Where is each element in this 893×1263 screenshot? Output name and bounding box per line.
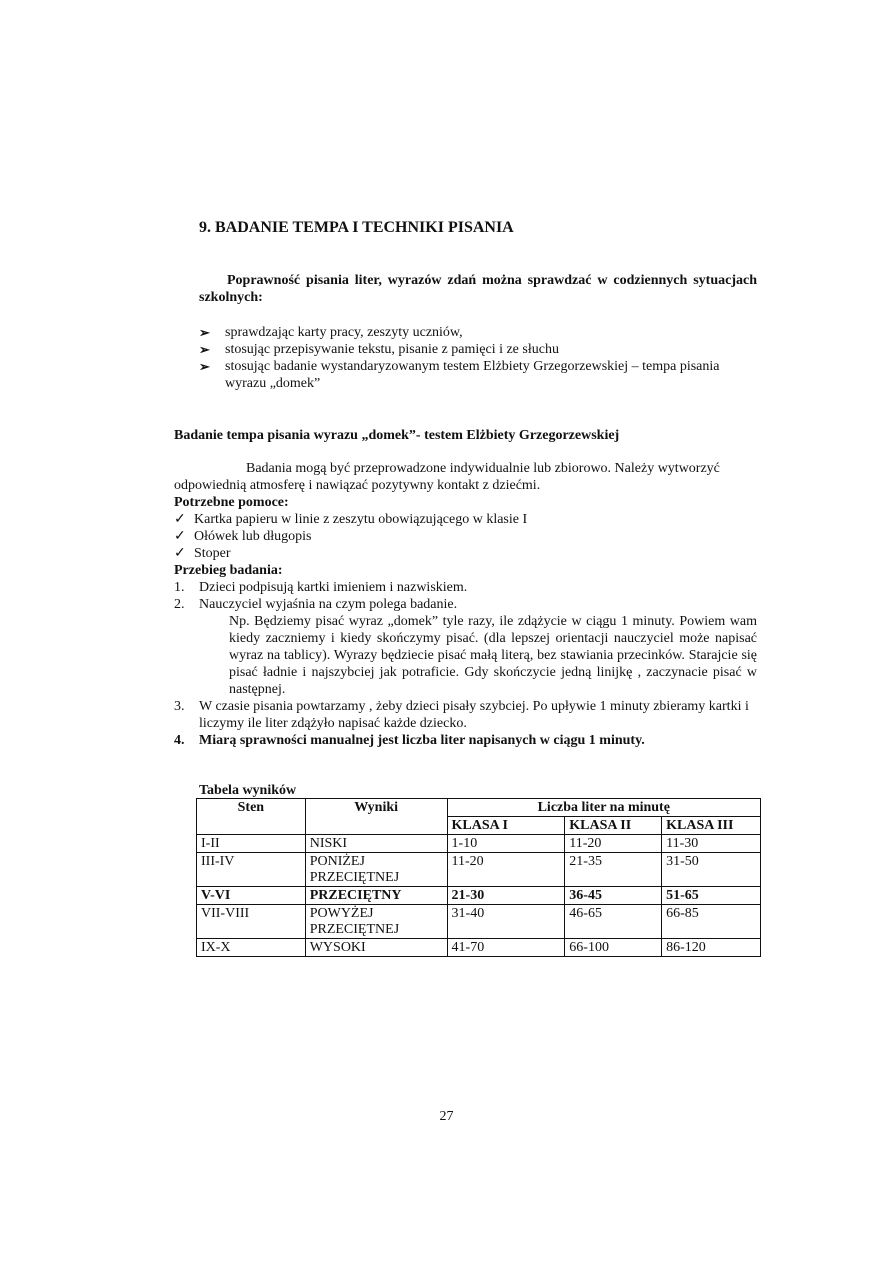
header-sten: Sten [197,799,306,835]
cell-klasa-3: 86-120 [662,939,761,957]
list-item-text: stosując badanie wystandaryzowanym testem Elżbiety Grzegorzewskiej – tempa pisania wyrazu „domek” [225,359,720,391]
step-item [174,732,757,749]
chapter-heading: 9. BADANIE TEMPA I TECHNIKI PISANIA [199,219,514,236]
header-wyniki: Wyniki [305,799,447,835]
page-number: 27 [439,1109,454,1124]
check-icon: ✓ [174,529,186,544]
list-item [174,528,757,545]
cell-sten: I-II [197,835,306,853]
aids-label: Potrzebne pomoce: [174,495,289,510]
header-klasa-1: KLASA I [447,817,565,835]
step-item [174,596,757,698]
list-item [174,511,757,528]
step-number: 2. [174,597,185,612]
cell-wynik: PRZECIĘTNY [305,887,447,905]
table-caption: Tabela wyników [199,783,297,798]
step-instruction-example: Np. Będziemy pisać wyraz „domek” tyle razy, ile zdążycie w ciągu 1 minuty. Powiem wam kiedy zaczniemy i kiedy skończymy pisać. (dla lepszej orientacji nauczyciel może napisać wyraz na tablicy). Wyrazy będziecie pisać małą literą, bez stawiania przecinków. Starajcie się pisać ładnie i najszybciej jak potraficie. Gdy skończycie jedną linijkę , zaczynacie pisać w następnej. [229,614,757,697]
header-klasa-3: KLASA III [662,817,761,835]
cell-wynik: PONIŻEJ PRZECIĘTNEJ [305,853,447,887]
cell-wynik: WYSOKI [305,939,447,957]
cell-klasa-1: 21-30 [447,887,565,905]
step-number: 4. [174,733,185,748]
cell-klasa-2: 21-35 [565,853,662,887]
list-item [174,545,757,562]
step-text: Miarą sprawności manualnej jest liczba liter napisanych w ciągu 1 minuty. [199,733,645,748]
cell-klasa-2: 46-65 [565,905,662,939]
cell-klasa-3: 11-30 [662,835,761,853]
check-icon: ✓ [174,546,186,561]
step-item [174,698,757,732]
cell-wynik: POWYŻEJ PRZECIĘTNEJ [305,905,447,939]
check-icon: ✓ [174,512,186,527]
header-klasa-2: KLASA II [565,817,662,835]
test-description [174,460,757,749]
list-item-text: Ołówek lub długopis [194,529,312,544]
table-row [197,835,761,853]
cell-klasa-3: 66-85 [662,905,761,939]
cell-klasa-1: 31-40 [447,905,565,939]
table-row [197,939,761,957]
cell-sten: IX-X [197,939,306,957]
cell-sten: V-VI [197,887,306,905]
cell-klasa-2: 36-45 [565,887,662,905]
step-number: 1. [174,580,185,595]
list-item [199,324,757,341]
procedure-steps [174,579,757,749]
step-text: W czasie pisania powtarzamy , żeby dzieci pisały szybciej. Po upływie 1 minuty zbieramy kartki i liczymy ile liter zdążyło napisać każde dziecko. [199,699,749,731]
list-item-text: Stoper [194,546,231,561]
list-item-text: stosując przepisywanie tekstu, pisanie z pamięci i ze słuchu [225,342,559,357]
cell-klasa-1: 1-10 [447,835,565,853]
cell-sten: VII-VIII [197,905,306,939]
cell-klasa-1: 11-20 [447,853,565,887]
table-row [197,905,761,939]
list-item-text: sprawdzając karty pracy, zeszyty uczniów, [225,325,463,340]
cell-sten: III-IV [197,853,306,887]
step-number: 3. [174,699,185,714]
step-text: Dzieci podpisują kartki imieniem i nazwiskiem. [199,580,468,595]
section-title: Badanie tempa pisania wyrazu „domek”- testem Elżbiety Grzegorzewskiej [174,428,620,443]
step-item [174,579,757,596]
arrow-bullet-icon: ➢ [199,342,210,357]
description-paragraph: Badania mogą być przeprowadzone indywidualnie lub zbiorowo. Należy wytworzyć odpowiednią atmosferę i nawiązać pozytywny kontakt z dziećmi. [174,461,720,493]
cell-klasa-3: 51-65 [662,887,761,905]
header-letters-per-minute: Liczba liter na minutę [447,799,760,817]
cell-klasa-2: 66-100 [565,939,662,957]
arrow-bullet-icon: ➢ [199,359,210,374]
intro-paragraph: Poprawność pisania liter, wyrazów zdań można sprawdzać w codziennych sytuacjach szkolnych: [199,273,757,305]
cell-klasa-1: 41-70 [447,939,565,957]
list-item [199,358,757,392]
table-row [197,853,761,887]
step-text: Nauczyciel wyjaśnia na czym polega badanie. [199,597,458,612]
cell-klasa-2: 11-20 [565,835,662,853]
cell-wynik: NISKI [305,835,447,853]
procedure-label: Przebieg badania: [174,563,283,578]
aids-list [174,511,757,562]
arrow-bullet-icon: ➢ [199,325,210,340]
table-row [197,887,761,905]
list-item [199,341,757,358]
cell-klasa-3: 31-50 [662,853,761,887]
list-item-text: Kartka papieru w linie z zeszytu obowiązującego w klasie I [194,512,528,527]
results-table [196,798,761,957]
methods-list [199,324,757,392]
